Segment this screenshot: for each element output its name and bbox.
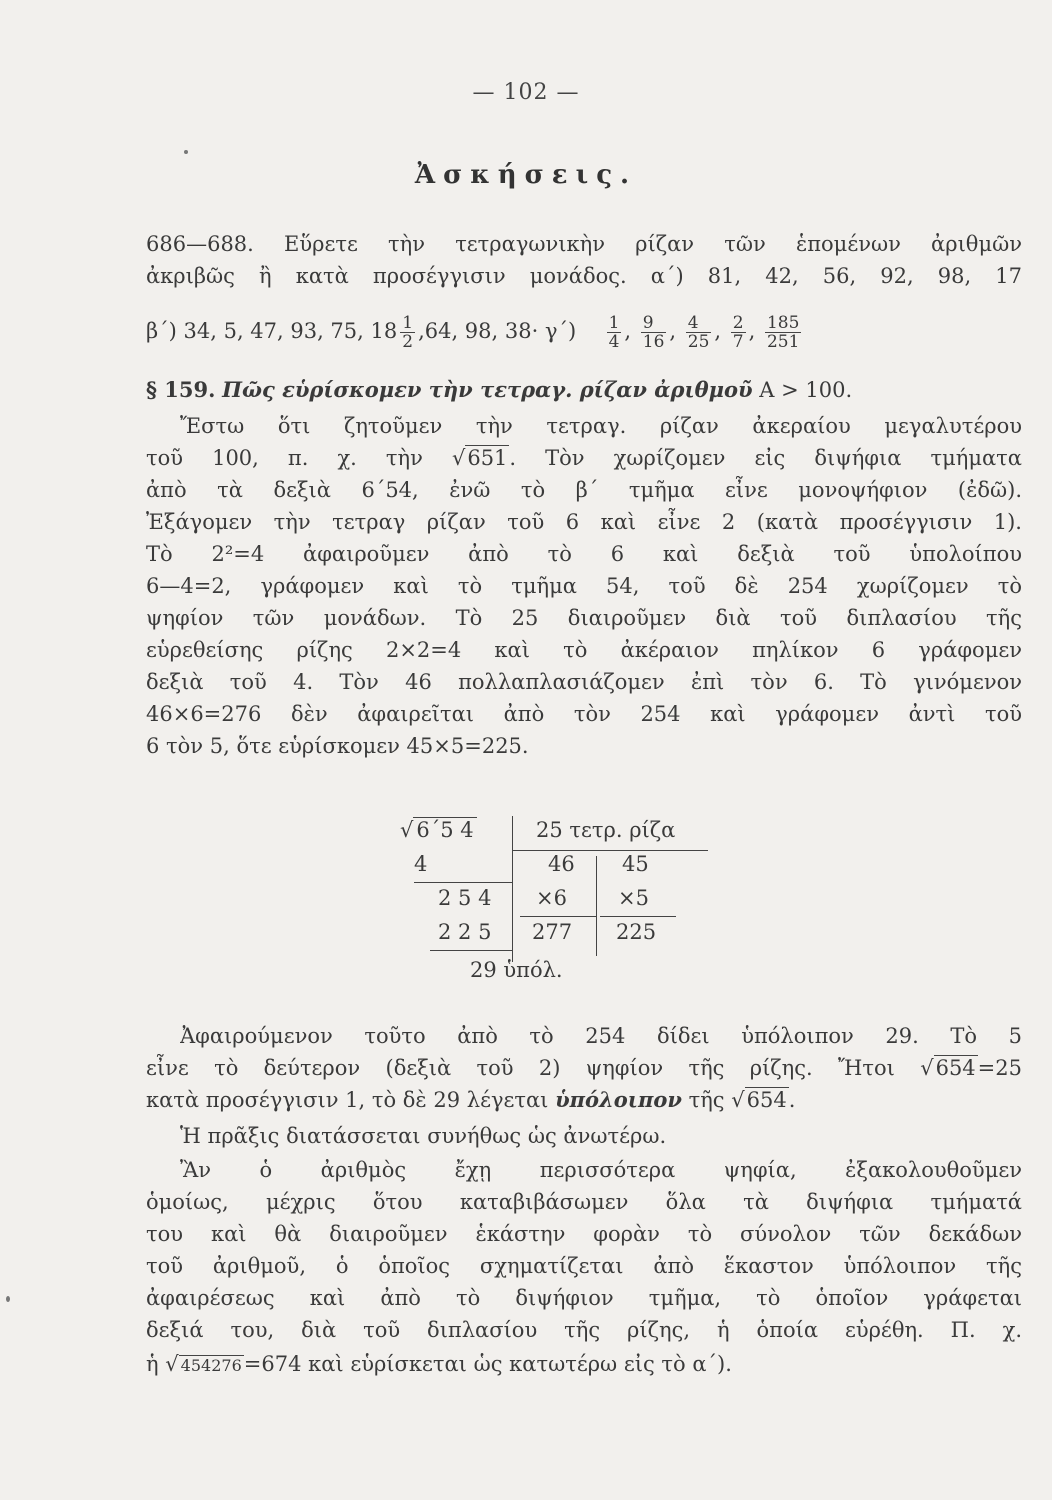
remainder-term: ὑπόλοιπον [555,1087,682,1112]
sqrt-454276: √ 454276 [165,1352,242,1376]
exercise-line-3-prefix: β΄) 34, 5, 47, 93, 75, 18 [146,319,398,343]
sqrt-654-b: √654 [731,1088,787,1112]
para4-line-6: δεξιά του, διὰ τοῦ διπλασίου τῆς ρίζης, ἡ ὁποία εὑρέθη. Π. χ. [146,1318,1022,1342]
scheme-root-rule [512,850,708,851]
scheme-left-2: 2 5 4 [438,886,492,910]
para3-line: Ἡ πρᾶξις διατάσσεται συνήθως ὡς ἀνωτέρω. [180,1124,667,1148]
scheme-remainder: 29 ὑπόλ. [470,958,563,982]
fraction-5: $\frac{185}{251}$ [766,313,800,352]
para1-line-11: 6 τὸν 5, ὅτε εὑρίσκομεν 45×5=225. [146,734,529,758]
exercises-heading: Ἀσκήσεις. [414,160,638,190]
para1-line-4: Ἐξάγομεν τὴν τετραγ ρίζαν τοῦ 6 καὶ εἶνε 2 (κατὰ προσέγγισιν 1). [146,510,1022,534]
para4-line-1: Ἂν ὁ ἀριθμὸς ἔχῃ περισσότερα ψηφία, ἐξακολουθοῦμεν [180,1158,1022,1182]
section-heading [146,376,1022,404]
sqrt-654: √654 [920,1056,976,1080]
para4-line-7: ἡ √ 454276=674 καὶ εὑρίσκεται ὡς κατωτέρω εἰς τὸ α΄). [146,1352,732,1376]
mixed-fraction: $\frac{1}{2}$ [402,313,414,352]
scheme-mid-3: 277 [532,920,573,944]
exercise-line-3: β΄) 34, 5, 47, 93, 75, 18 $\frac{1}{2}$ ,64, 98, 38· γ΄) $\frac{1}{4}$ , $\frac{9}{16}$ , $\frac{4}{25}$ , $\frac{2}{7}$ , $\frac{185}{251}$ [146,313,800,352]
para4-line-5: ἀφαιρέσεως καὶ ἀπὸ τὸ διψήφιον τμῆμα, τὸ ὁποῖον γράφεται [146,1286,1022,1310]
scheme-root-label: 25 τετρ. ρίζα [536,818,676,842]
scheme-radicand: √ 6΄5 4 [400,818,477,842]
scheme-main-divider [512,816,513,962]
para2-line-3: κατὰ προσέγγισιν 1, τὸ δὲ 29 λέγεται ὑπόλοιπον τῆς √654. [146,1087,796,1112]
fraction-4: $\frac{2}{7}$ [732,313,744,352]
para4-line-2: ὁμοίως, μέχρις ὅτου καταβιβάσωμεν ὅλα τὰ διψήφια τμήματά [146,1190,1022,1214]
scheme-right-rule [600,916,676,917]
para1-line-2: τοῦ 100, π. χ. τὴν √651. Τὸν χωρίζομεν εἰς διψήφια τμήματα [146,446,1022,470]
scheme-right-3: 225 [616,920,657,944]
para1-line-6: 6—4=2, γράφομεν καὶ τὸ τμῆμα 54, τοῦ δὲ 254 χωρίζομεν τὸ [146,574,1022,598]
exercise-line-2: ἀκριβῶς ἢ κατὰ προσέγγισιν μονάδος. α΄) 81, 42, 56, 92, 98, 17 [146,264,1022,288]
para1-line-5: Τὸ 2²=4 ἀφαιροῦμεν ἀπὸ τὸ 6 καὶ δεξιὰ τοῦ ὑπολοίπου [146,542,1022,566]
para2-line-1: Ἀφαιρούμενον τοῦτο ἀπὸ τὸ 254 δίδει ὑπόλοιπον 29. Τὸ 5 [180,1024,1022,1048]
exercise-line-1: 686—688. Εὕρετε τὴν τετραγωνικὴν ρίζαν τῶν ἑπομένων ἀριθμῶν [146,232,1022,256]
scheme-right-2: ×5 [618,886,649,910]
scheme-mid-1: 46 [548,852,575,876]
scheme-left-rule-1 [414,882,512,883]
scheme-mid-2: ×6 [536,886,567,910]
section-number: § 159. [146,377,216,402]
fraction-3: $\frac{4}{25}$ [687,313,710,352]
para4-line-3: του καὶ θὰ διαιροῦμεν ἑκάστην φορὰν τὸ σύνολον τῶν δεκάδων [146,1222,1022,1246]
para4-line-4: τοῦ ἀριθμοῦ, ὁ ὁποῖος σχηματίζεται ἀπὸ ἕκαστον ὑπόλοιπον τῆς [146,1254,1022,1278]
scheme-inner-divider [596,856,597,956]
scan-speck [184,150,188,154]
scheme-right-1: 45 [622,852,649,876]
para1-line-3: ἀπὸ τὰ δεξιὰ 6΄54, ἐνῶ τὸ β΄ τμῆμα εἶνε μονοψήφιον (ἐδῶ). [146,478,1022,502]
scheme-mid-rule [520,916,596,917]
exercise-line-3-mid: ,64, 98, 38· γ΄) [418,319,577,343]
fraction-1: $\frac{1}{4}$ [608,313,620,352]
para1-line-1: Ἔστω ὅτι ζητοῦμεν τὴν τετραγ. ρίζαν ἀκεραίου μεγαλυτέρου [180,414,1022,438]
para1-line-8: εὑρεθείσης ρίζης 2×2=4 καὶ τὸ ἀκέραιον πηλίκον 6 γράφομεν [146,638,1022,662]
para1-line-7: ψηφίον τῶν μονάδων. Τὸ 25 διαιροῦμεν διὰ τοῦ διπλασίου τῆς [146,606,1022,630]
sqrt-651: √651 [451,446,508,470]
para2-line-2: εἶνε τὸ δεύτερον (δεξιὰ τοῦ 2) ψηφίον τῆς ρίζης. Ἤτοι √654=25 [146,1056,1022,1080]
page-number: — 102 — [472,80,580,105]
scheme-left-1: 4 [414,852,428,876]
scheme-left-rule-2 [430,950,512,951]
fraction-2: $\frac{9}{16}$ [642,313,665,352]
scan-speck [6,1296,10,1302]
scheme-left-3: 2 2 5 [438,920,492,944]
para1-line-10: 46×6=276 δὲν ἀφαιρεῖται ἀπὸ τὸν 254 καὶ γράφομεν ἀντὶ τοῦ [146,702,1022,726]
para1-line-9: δεξιὰ τοῦ 4. Τὸν 46 πολλαπλασιάζομεν ἐπὶ τὸν 6. Τὸ γινόμενον [146,670,1022,694]
sqrt-scheme [400,812,720,992]
section-title-suffix: Α > 100. [759,378,853,402]
section-title: Πῶς εὑρίσκομεν τὴν τετραγ. ρίζαν ἀριθμοῦ [222,377,753,402]
